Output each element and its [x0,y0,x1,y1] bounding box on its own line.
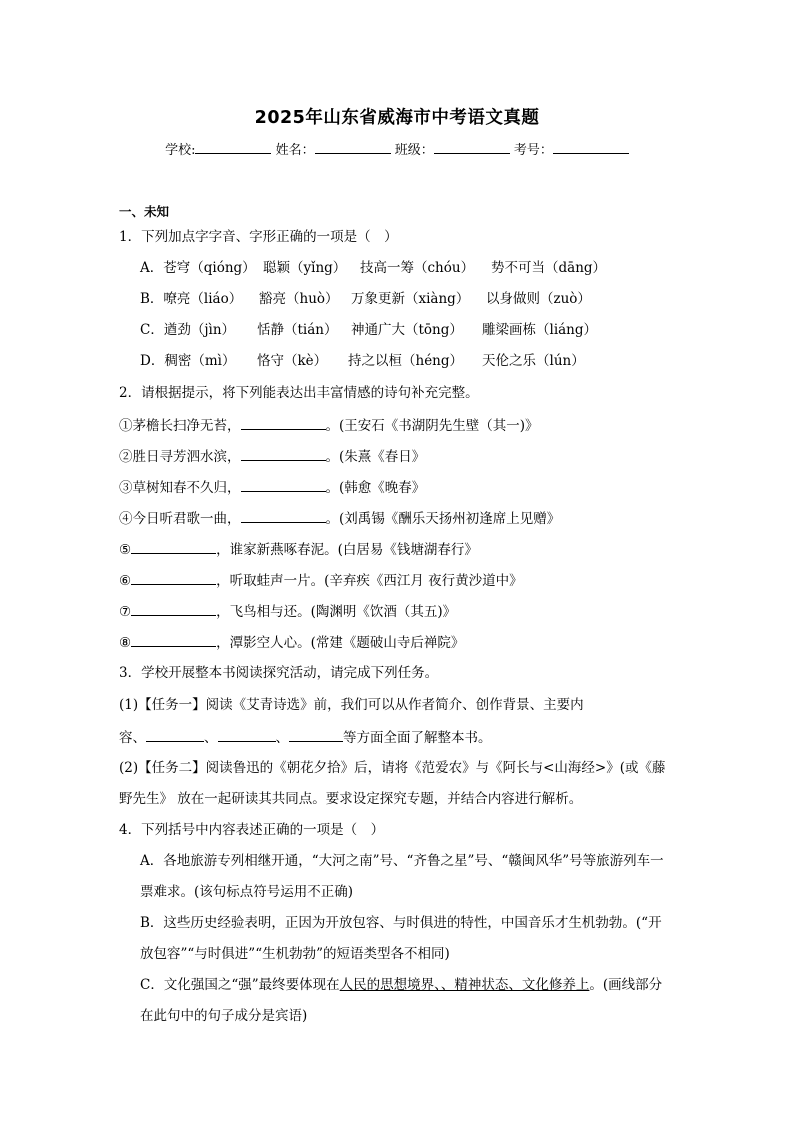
q1-option-b [140,290,591,308]
q2-item-4 [119,508,560,528]
q2-item-4-pre: ④今日听君歌一曲， [119,511,241,527]
q2-item-1-pre: ①茅檐长扫净无苔， [119,418,241,434]
q2-item-5-post: ，谁家新燕啄春泥。(白居易《钱塘湖春行》 [216,542,478,558]
q2-item-5 [119,539,478,559]
q4-option-c-line1 [140,976,662,994]
q1-c-2: 恬静（tián） [257,322,338,338]
q1-b-4: 以身做则（zuò） [486,291,591,307]
student-info-row [0,139,794,158]
q1-d-4: 天伦之乐（lún） [482,353,585,369]
q1-d-2: 恪守（kè） [257,353,328,369]
q2-item-6 [119,570,523,590]
q2-item-5-blank[interactable] [131,539,216,554]
q4-c-pre: C．文化强国之“强”最终要体现在 [140,977,340,993]
q4-option-b-line2: 放包容”“与时俱进”“生机勃勃”的短语类型各不相同) [140,946,450,962]
q2-item-3-post: 。(韩愈《晚春》 [325,480,426,496]
q2-item-7-blank[interactable] [131,601,216,616]
q3-task1-blank-1[interactable] [146,727,204,742]
school-label: 学校: [165,143,196,158]
q1-a-3: 技高一筹（chóu） [360,260,475,276]
q2-item-6-post: ，听取蛙声一片。(辛弃疾《西江月 夜行黄沙道中》 [216,573,523,589]
q1-b-1: B．嘹亮（liáo） [140,291,243,307]
q1-c-3: 神通广大（tōng） [351,322,463,338]
q4-option-c-line2: 在此句中的句子成分是宾语) [140,1008,308,1024]
name-blank[interactable] [315,141,391,154]
q3-task1-post: 等方面全面了解整本书。 [343,730,492,746]
q4-c-underlined: 人民的思想境界、、精神状态、文化修养上 [339,977,590,993]
q2-item-8 [119,632,464,652]
q1-b-3: 万象更新（xiàng） [351,291,470,307]
q2-item-2-pre: ②胜日寻芳泗水滨， [119,449,241,465]
q2-item-8-pre: ⑧ [119,635,132,651]
q2-item-2 [119,446,425,466]
q3-task1-line1: (1)【任务一】阅读《艾青诗选》前，我们可以从作者简介、创作背景、主要内 [119,697,584,713]
q2-item-4-blank[interactable] [241,508,326,523]
q1-a-2: 聪颖（yǐng） [263,260,347,276]
q3-task1-blank-3[interactable] [289,727,343,742]
q2-item-1 [119,415,539,435]
q4-c-post: 。(画线部分 [589,977,663,993]
q2-item-8-blank[interactable] [131,632,216,647]
q3-task1-sep1: 、 [204,730,218,746]
q2-item-1-post: 。(王安石《书湖阴先生壁（其一)》 [325,418,539,434]
q2-stem: 2．请根据提示，将下列能表达出丰富情感的诗句补充完整。 [119,385,479,401]
q2-item-2-blank[interactable] [241,446,326,461]
q2-item-7-post: ，飞鸟相与还。(陶渊明《饮酒（其五)》 [216,604,457,620]
number-blank[interactable] [553,141,629,154]
q3-stem: 3．学校开展整本书阅读探究活动，请完成下列任务。 [119,665,439,681]
q1-c-1: C．遒劲（jìn） [140,322,236,338]
q3-task1-sep2: 、 [275,730,289,746]
q1-d-3: 持之以桓（héng） [348,353,464,369]
q2-item-4-post: 。(刘禹锡《酬乐天扬州初逢席上见赠》 [325,511,561,527]
q1-option-a [140,259,606,277]
section-heading: 一、未知 [119,204,170,219]
q1-a-4: 势不可当（dāng） [491,260,607,276]
q3-task1-blank-2[interactable] [218,727,276,742]
q2-item-5-pre: ⑤ [119,542,132,558]
q1-d-1: D．稠密（mì） [140,353,236,369]
q1-option-c [140,321,597,339]
q2-item-7 [119,601,456,621]
q2-item-3 [119,477,425,497]
q3-task2-line2: 野先生》 放在一起研读其共同点。要求设定探究专题，并结合内容进行解析。 [119,791,583,807]
q2-item-3-pre: ③草树知春不久归， [119,480,241,496]
q3-task1-line2 [119,727,492,747]
q4-option-b-line1: B．这些历史经验表明，正因为开放包容、与时俱进的特性，中国音乐才生机勃勃。(“开 [140,915,662,931]
q4-option-a-line2: 票难求。(该句标点符号运用不正确) [140,884,354,900]
q2-item-3-blank[interactable] [241,477,326,492]
q4-stem: 4．下列括号中内容表述正确的一项是（ ） [119,822,385,838]
q1-a-1: A．苍穹（qióng） [140,260,256,276]
q2-item-2-post: 。(朱熹《春日》 [325,449,426,465]
school-blank[interactable] [195,141,271,154]
q1-c-4: 雕梁画栋（liáng） [482,322,598,338]
q4-option-a-line1: A．各地旅游专列相继开通，“大河之南”号、“齐鲁之星”号、“赣闽风华”号等旅游列车一 [140,853,664,869]
q2-item-6-blank[interactable] [131,570,216,585]
name-label: 姓名： [275,143,315,158]
number-label: 考号： [513,143,553,158]
q1-option-d [140,352,585,370]
q1-b-2: 豁亮（huò） [259,291,339,307]
q3-task1-pre: 容、 [119,730,146,746]
q2-item-8-post: ，潭影空人心。(常建《题破山寺后禅院》 [216,635,465,651]
q2-item-7-pre: ⑦ [119,604,132,620]
class-label: 班级： [394,143,434,158]
q1-stem: 1．下列加点字字音、字形正确的一项是（ ） [119,229,398,245]
page-title: 2025年山东省威海市中考语文真题 [254,108,540,128]
q2-item-1-blank[interactable] [241,415,326,430]
q2-item-6-pre: ⑥ [119,573,132,589]
class-blank[interactable] [434,141,510,154]
q3-task2-line1: (2)【任务二】阅读鲁迅的《朝花夕拾》后，请将《范爱农》与《阿长与<山海经>》(或《藤 [119,760,666,776]
